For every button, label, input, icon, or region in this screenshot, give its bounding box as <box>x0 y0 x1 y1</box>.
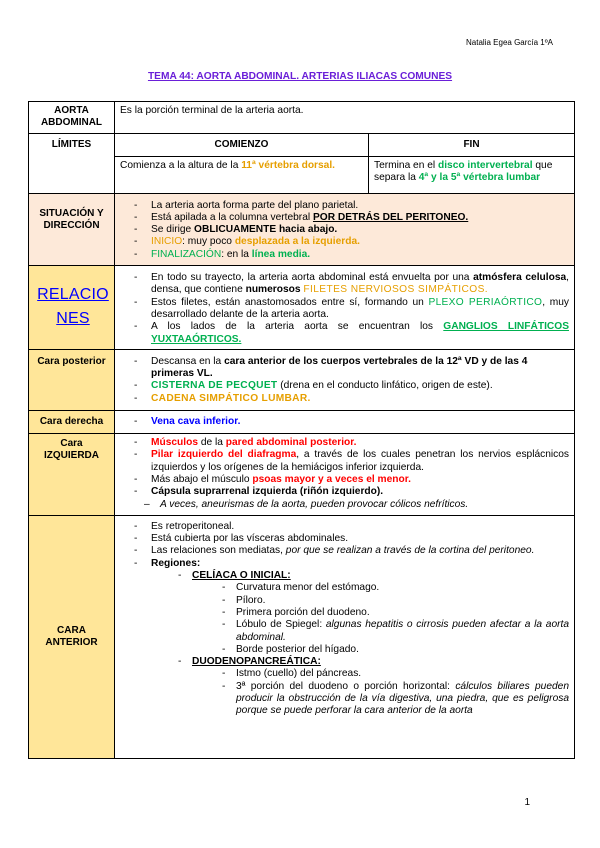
situacion-item: - Se dirige OBLICUAMENTE hacia abajo. <box>151 224 569 236</box>
posterior-item: - CISTERNA DE PECQUET (drena en el conducto linfático, origen de este). <box>151 380 569 392</box>
text-posterior <box>115 349 575 410</box>
anterior-item: - Regiones: - CELÍACA O INICIAL: - Curvatura menor del estómago. - Píloro. - Primera porción del duodeno. - Lóbulo de Spiegel: algunas hepatitis o cirrosis pueden afectar a la aorta abdominal. - Borde posterior del hígado. - DUODENOPANCREÁTICA: - Istmo (cuello) del páncreas. - 3ª porción del duodeno o porción horizontal: cálculos biliares pueden producir la obstrucción de la vía digestiva, una piedra, que es peligrosa porque se puede perforar la cara anterior de la aorta <box>151 558 569 718</box>
row-anterior <box>29 515 575 758</box>
celiaca-item: - Borde posterior del hígado. <box>236 644 569 656</box>
region-celiaca: - CELÍACA O INICIAL: - Curvatura menor del estómago. - Píloro. - Primera porción del duodeno. - Lóbulo de Spiegel: algunas hepatitis o cirrosis pueden afectar a la aorta abdominal. - Borde posterior del hígado. <box>192 570 569 656</box>
relaciones-item: - Estos filetes, están anastomosados entre sí, formando un PLEXO PERIAÓRTICO, muy desarrollado delante de la arteria aorta. <box>151 297 569 322</box>
anterior-item: - Está cubierta por las vísceras abdominales. <box>151 533 569 545</box>
region-duodenopancreatica: - DUODENOPANCREÁTICA: - Istmo (cuello) del páncreas. - 3ª porción del duodeno o porción horizontal: cálculos biliares pueden producir la obstrucción de la vía digestiva, una piedra, que es peligrosa porque se puede perforar la cara anterior de la aorta <box>192 656 569 717</box>
text-izquierda <box>115 434 575 516</box>
izquierda-item: - Cápsula suprarrenal izquierda (riñón izquierdo). <box>151 486 569 498</box>
row-posterior <box>29 349 575 410</box>
anterior-item: - Es retroperitoneal. <box>151 521 569 533</box>
fin-disco: disco intervertebral <box>437 159 533 171</box>
comienzo-text: Comienza a la altura de la <box>120 159 242 171</box>
text-fin <box>369 156 575 193</box>
header-fin: FIN <box>369 133 575 156</box>
text-comienzo <box>115 156 369 193</box>
row-aorta <box>29 102 575 134</box>
text-situacion <box>115 193 575 265</box>
label-anterior: CARA ANTERIOR <box>29 515 115 758</box>
text-aorta: Es la porción terminal de la arteria aorta. <box>115 102 575 134</box>
celiaca-item: - Lóbulo de Spiegel: algunas hepatitis o cirrosis pueden afectar a la aorta abdominal. <box>236 619 569 644</box>
celiaca-item: - Primera porción del duodeno. <box>236 607 569 619</box>
row-situacion <box>29 193 575 265</box>
header-comienzo: COMIENZO <box>115 133 369 156</box>
label-situacion: SITUACIÓN Y DIRECCIÓN <box>29 193 115 265</box>
izquierda-item: - Pilar izquierdo del diafragma, a través de los cuales penetran los nervios esplácnicos izquierdos y los orígenes de la hemiácigos inferior izquierda. <box>151 449 569 474</box>
situacion-item: - La arteria aorta forma parte del plano parietal. <box>151 200 569 212</box>
page-number: 1 <box>524 797 530 808</box>
row-izquierda <box>29 434 575 516</box>
celiaca-item: - Píloro. <box>236 595 569 607</box>
derecha-item: - Vena cava inferior. <box>151 416 569 428</box>
text-derecha <box>115 411 575 434</box>
label-posterior: Cara posterior <box>29 349 115 410</box>
row-relaciones <box>29 266 575 350</box>
text-anterior <box>115 515 575 758</box>
content-table <box>28 101 575 759</box>
situacion-item: - INICIO: muy poco desplazada a la izquierda. <box>151 236 569 248</box>
posterior-item: - Descansa en la cara anterior de los cuerpos vertebrales de la 12ª VD y de las 4 primeras VL. <box>151 356 569 381</box>
row-limites-header <box>29 133 575 156</box>
relaciones-item: - En todo su trayecto, la arteria aorta abdominal está envuelta por una atmósfera celulosa, densa, que contiene numerosos FILETES NERVIOSOS SIMPÁTICOS. <box>151 272 569 297</box>
celiaca-item: - Curvatura menor del estómago. <box>236 582 569 594</box>
comienzo-vertebra: 11ª vértebra dorsal. <box>241 159 335 171</box>
duodeno-item: - Istmo (cuello) del páncreas. <box>236 668 569 680</box>
fin-vertebras: 4ª y la 5ª vértebra lumbar <box>418 171 541 183</box>
row-derecha <box>29 411 575 434</box>
posterior-item: - CADENA SIMPÁTICO LUMBAR. <box>151 393 569 405</box>
label-relaciones <box>29 266 115 350</box>
situacion-item: - Está apilada a la columna vertebral POR DETRÁS DEL PERITONEO. <box>151 212 569 224</box>
label-aorta: AORTA ABDOMINAL <box>29 102 115 134</box>
label-derecha: Cara derecha <box>29 411 115 434</box>
label-limites: LÍMITES <box>29 133 115 193</box>
izquierda-item: - Más abajo el músculo psoas mayor y a veces el menor. <box>151 474 569 486</box>
duodeno-item: - 3ª porción del duodeno o porción horizontal: cálculos biliares pueden producir la obstrucción de la vía digestiva, una piedra, que es peligrosa porque se puede perforar la cara anterior de la aorta <box>236 681 569 718</box>
label-izquierda: Cara IZQUIERDA <box>29 434 115 516</box>
anterior-item: - Las relaciones son mediatas, por que se realizan a través de la cortina del peritoneo. <box>151 545 569 557</box>
text-relaciones <box>115 266 575 350</box>
page-title: TEMA 44: AORTA ABDOMINAL. ARTERIAS ILIACAS COMUNES <box>147 71 453 82</box>
fin-text-a: Termina en el <box>374 159 438 171</box>
izquierda-note: – A veces, aneurismas de la aorta, pueden provocar cólicos nefríticos. <box>160 499 569 511</box>
author-name: Natalia Egea García 1ºA <box>466 38 553 47</box>
relaciones-heading: RELACIONES <box>37 286 109 328</box>
izquierda-item: - Músculos de la pared abdominal posterior. <box>151 437 569 449</box>
situacion-item: - FINALIZACIÓN: en la línea media. <box>151 249 569 261</box>
fin-text-c: que separa la <box>374 159 553 183</box>
relaciones-item: - A los lados de la arteria aorta se encuentran los GANGLIOS LINFÁTICOS YUXTAAÓRTICOS. <box>151 321 569 346</box>
